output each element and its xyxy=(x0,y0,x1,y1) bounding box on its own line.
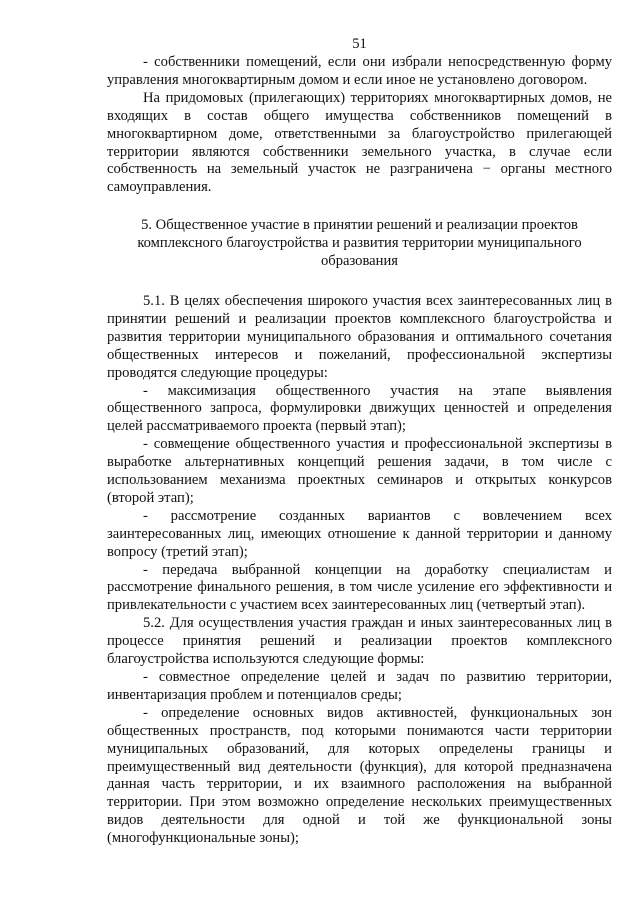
section-heading xyxy=(107,217,612,271)
list-item-stage-3: - рассмотрение созданных вариантов с вовлечением всех заинтересованных лиц, имеющих отношение к данной территории и данному вопросу (третий этап); xyxy=(107,507,612,560)
list-item-stage-1: - максимизация общественного участия на этапе выявления общественного запроса, формулировки движущих ценностей и определения целей рассматриваемого проекта (первый этап); xyxy=(107,382,612,435)
list-item-activities: - определение основных видов активностей, функциональных зон общественных пространств, под которыми понимаются части территории муниципальных образований, для которых определены границы и преимущественный вид деятельности (функция), для которой предназначена данная часть территории, и их взаимного расположения на выбранной территории. При этом возможно определение нескольких преимущественных видов деятельности для одной и той же функциональной зоны (многофункциональные зоны); xyxy=(107,704,612,847)
document-page xyxy=(107,36,612,848)
list-item-stage-4: - передача выбранной концепции на доработку специалистам и рассмотрение финального решения, в том числе усиление его эффективности и привлекательности с участием всех заинтересованных лиц (четвертый этап). xyxy=(107,561,612,614)
page-number: 51 xyxy=(352,36,367,52)
section-heading-line-3: образования xyxy=(321,253,398,270)
section-heading-line-2: комплексного благоустройства и развития территории муниципального xyxy=(137,235,582,252)
section-heading-line-1: 5. Общественное участие в принятии решений и реализации проектов xyxy=(141,217,578,234)
paragraph-adjacent-territories: На придомовых (прилегающих) территориях многоквартирных домов, не входящих в состав общего имущества собственников помещений в многоквартирном доме, ответственными за благоустройство прилегающей территории являются собственники земельного участка, в случае если собственность на земельный участок не разграничена − органы местного самоуправления. xyxy=(107,89,612,196)
list-item-stage-2: - совмещение общественного участия и профессиональной экспертизы в выработке альтернативных концепций решения задачи, в том числе с использованием механизма проектных семинаров и открытых конкурсов (второй этап); xyxy=(107,436,612,506)
paragraph-5-2: 5.2. Для осуществления участия граждан и иных заинтересованных лиц в процессе принятия решений и реализации проектов комплексного благоустройства используются следующие формы: xyxy=(107,615,612,668)
paragraph-5-1: 5.1. В целях обеспечения широкого участия всех заинтересованных лиц в принятии решений и реализации проектов комплексного благоустройства и развития территории муниципального образования и оптимального сочетания общественных интересов и пожеланий, профессиональной экспертизы проводятся следующие процедуры: xyxy=(107,292,612,381)
paragraph-owners: - собственники помещений, если они избрали непосредственную форму управления многоквартирным домом и если иное не установлено договором. xyxy=(107,54,612,88)
list-item-goals: - совместное определение целей и задач по развитию территории, инвентаризация проблем и потенциалов среды; xyxy=(107,669,612,703)
